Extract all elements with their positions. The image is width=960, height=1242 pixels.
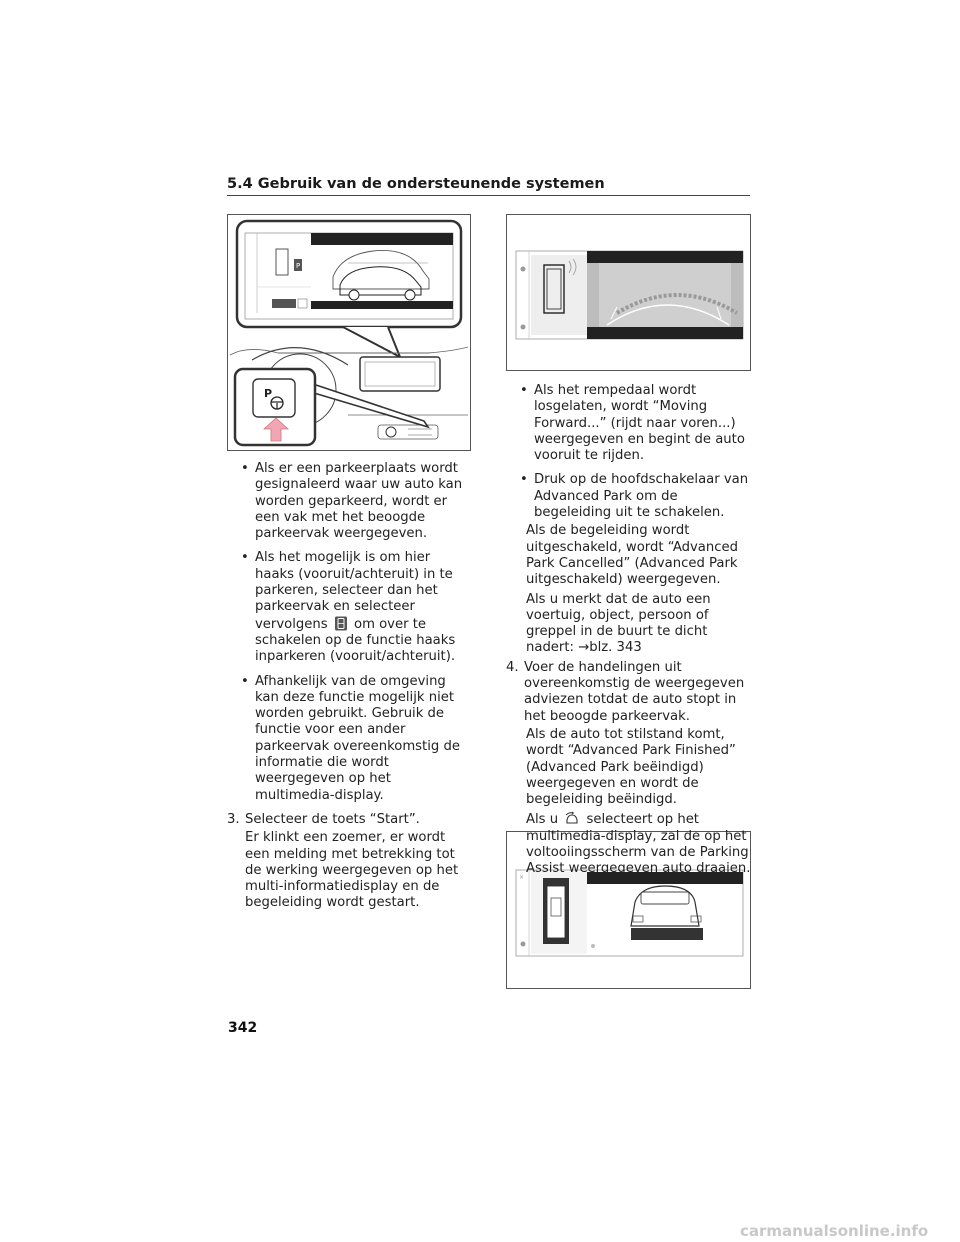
car-rotate-icon: [564, 811, 580, 826]
step-4: 4. Voer de handelingen uit overeenkomstig de weergegeven adviezen totdat de auto stopt in het beoogde parkeervak.: [506, 659, 745, 724]
step-3: 3. Selecteer de toets “Start”.: [227, 811, 420, 827]
svg-text:P: P: [296, 262, 301, 270]
camera-view-illustration: [507, 215, 750, 370]
page-number: 342: [228, 1020, 258, 1036]
left-text-column: [227, 461, 467, 915]
bullet-moving-forward: • Als het rempedaal wordt losgelaten, wordt “Moving Forward...” (rijdt naar voren...) weergegeven en begint de auto vooruit te rijden.: [520, 383, 745, 464]
bullet-environment-limitation: • Afhankelijk van de omgeving kan deze functie mogelijk niet worden gebruikt. Gebruik de functie voor een ander parkeervak overeenkomstig de informatie die wordt weergegeven op het multimedia-display.: [241, 673, 460, 803]
bullet-parking-space-detected: • Als er een parkeerplaats wordt gesignaleerd waar uw auto kan worden geparkeerd, wordt er een vak met het beoogde parkeervak weergegeven.: [241, 461, 463, 542]
p-switch-label: P: [264, 387, 273, 400]
figure-dashboard: [227, 214, 471, 451]
para-park-cancelled: Als de begeleiding wordt uitgeschakeld, wordt “Advanced Park Cancelled” (Advanced Park uitgeschakeld) weergegeven.: [526, 523, 738, 588]
section-header: 5.4 Gebruik van de ondersteunende systemen: [227, 176, 750, 196]
page-reference-link[interactable]: →blz. 343: [578, 640, 642, 656]
figure-moving-forward: [506, 214, 751, 371]
perpendicular-parking-icon: [334, 616, 348, 631]
bullet-cancel-guidance: • Druk op de hoofdschakelaar van Advanced Park om de begeleiding uit te schakelen.: [520, 472, 749, 521]
bullet-perpendicular-parking: • Als het mogelijk is om hier haaks (vooruit/achteruit) in te parkeren, selecteer dan het parkeervak en selecteer vervolgens om over te schakelen op de functie haaks inparkeren (vooruit/achteruit).: [241, 550, 456, 665]
step-3-body: Er klinkt een zoemer, er wordt een melding met betrekking tot de werking weergegeven op het multi-informatiedisplay en de begeleiding wordt gestart.: [245, 830, 459, 911]
para-too-close: Als u merkt dat de auto een voertuig, object, persoon of greppel in de buurt te dicht nadert: →blz. 343: [526, 591, 711, 656]
svg-text:×: ×: [519, 874, 525, 881]
right-text-column: [506, 383, 754, 881]
watermark: carmanualsonline.info: [740, 1222, 929, 1240]
dashboard-illustration: [228, 215, 470, 450]
para-park-finished: Als de auto tot stilstand komt, wordt “Advanced Park Finished” (Advanced Park beëindigd) weergegeven en wordt de begeleiding beëindigd.: [526, 726, 736, 808]
para-rotate-car: Als u selecteert op het multimedia-display, zal de op het voltooiingsscherm van de Parking Assist weergegeven auto draaien.: [526, 812, 751, 877]
